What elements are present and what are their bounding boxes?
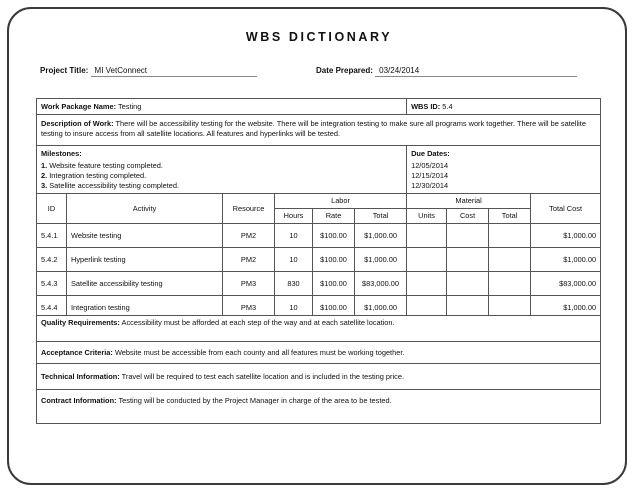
row-resource: PM2 bbox=[223, 224, 275, 248]
row-resource: PM2 bbox=[223, 248, 275, 272]
row-rate: $100.00 bbox=[313, 248, 355, 272]
row-material-total bbox=[489, 224, 531, 248]
table-row bbox=[37, 224, 601, 248]
description-cell bbox=[37, 115, 601, 146]
date-prepared-field bbox=[316, 66, 577, 77]
work-package-row bbox=[37, 99, 601, 115]
acceptance-cell bbox=[37, 342, 601, 364]
row-activity: Satellite accessibility testing bbox=[67, 272, 223, 296]
contract-cell bbox=[37, 390, 601, 424]
row-id: 5.4.2 bbox=[37, 248, 67, 272]
row-rate: $100.00 bbox=[313, 272, 355, 296]
col-material-total-header: Total bbox=[489, 209, 531, 224]
row-material-total bbox=[489, 272, 531, 296]
row-total-cost: $83,000.00 bbox=[531, 272, 601, 296]
quality-value: Accessibility must be afforded at each step of the way and at each satellite location. bbox=[121, 318, 395, 327]
milestone-item: 1. Website feature testing completed. bbox=[41, 161, 163, 170]
row-id: 5.4.4 bbox=[37, 296, 67, 316]
row-cost bbox=[447, 248, 489, 272]
col-units-header: Units bbox=[407, 209, 447, 224]
row-units bbox=[407, 248, 447, 272]
contract-value: Testing will be conducted by the Project Manager in charge of the area to be tested. bbox=[118, 396, 392, 405]
row-units bbox=[407, 296, 447, 316]
col-activity-header: Activity bbox=[67, 194, 223, 224]
col-labor-header: Labor bbox=[275, 194, 407, 209]
row-resource: PM3 bbox=[223, 296, 275, 316]
due-date-item: 12/05/2014 bbox=[411, 161, 449, 170]
row-id: 5.4.3 bbox=[37, 272, 67, 296]
quality-row bbox=[37, 316, 601, 342]
row-total-cost: $1,000.00 bbox=[531, 296, 601, 316]
due-dates-label: Due Dates: bbox=[411, 149, 450, 158]
work-package-cell bbox=[37, 99, 407, 115]
wbs-id-label: WBS ID: bbox=[411, 101, 441, 111]
row-cost bbox=[447, 272, 489, 296]
due-date-item: 12/15/2014 bbox=[411, 171, 449, 180]
acceptance-value: Website must be accessible from each county and all features must be working together. bbox=[114, 347, 405, 357]
row-labor-total: $1,000.00 bbox=[355, 296, 407, 316]
project-title-value: MI VetConnect bbox=[91, 66, 257, 77]
date-prepared-label: Date Prepared: bbox=[316, 66, 373, 75]
quality-cell bbox=[37, 316, 601, 342]
description-label: Description of Work: bbox=[41, 119, 114, 128]
col-material-header: Material bbox=[407, 194, 531, 209]
table-row bbox=[37, 272, 601, 296]
contract-label: Contract Information: bbox=[41, 396, 117, 405]
row-material-total bbox=[489, 248, 531, 272]
row-rate: $100.00 bbox=[313, 296, 355, 316]
row-cost bbox=[447, 224, 489, 248]
row-total-cost: $1,000.00 bbox=[531, 248, 601, 272]
wbs-id-value: 5.4 bbox=[442, 101, 453, 111]
col-resource-header: Resource bbox=[223, 194, 275, 224]
technical-label: Technical Information: bbox=[41, 371, 120, 381]
table-row bbox=[37, 248, 601, 272]
row-units bbox=[407, 272, 447, 296]
description-value: There will be accessibility testing for the website. There will be integration testing to make sure all programs work together. There will be satellite testing to insure access from all satellite locations. All features and hyperlinks will be tested. bbox=[41, 119, 586, 138]
row-units bbox=[407, 224, 447, 248]
row-resource: PM3 bbox=[223, 272, 275, 296]
row-activity: Integration testing bbox=[67, 296, 223, 316]
row-material-total bbox=[489, 296, 531, 316]
milestones-label: Milestones: bbox=[41, 149, 82, 158]
due-date-item: 12/30/2014 bbox=[411, 181, 449, 190]
row-total-cost: $1,000.00 bbox=[531, 224, 601, 248]
column-header-row bbox=[37, 194, 601, 209]
date-prepared-value: 03/24/2014 bbox=[375, 66, 577, 77]
work-package-value: Testing bbox=[117, 101, 142, 111]
col-labor-total-header: Total bbox=[355, 209, 407, 224]
row-activity: Hyperlink testing bbox=[67, 248, 223, 272]
page-title: WBS DICTIONARY bbox=[245, 30, 393, 44]
row-hours: 10 bbox=[275, 224, 313, 248]
table-row bbox=[37, 296, 601, 316]
technical-value: Travel will be required to test each satellite location and is included in the testing price. bbox=[121, 371, 404, 381]
row-labor-total: $1,000.00 bbox=[355, 224, 407, 248]
acceptance-label: Acceptance Criteria: bbox=[41, 347, 113, 357]
col-hours-header: Hours bbox=[275, 209, 313, 224]
row-id: 5.4.1 bbox=[37, 224, 67, 248]
milestone-item: 3. Satellite accessibility testing completed. bbox=[41, 181, 180, 190]
row-hours: 10 bbox=[275, 248, 313, 272]
row-hours: 10 bbox=[275, 296, 313, 316]
col-id-header: ID bbox=[37, 194, 67, 224]
due-dates-cell bbox=[407, 146, 601, 194]
project-title-field bbox=[40, 66, 257, 77]
col-rate-header: Rate bbox=[313, 209, 355, 224]
work-package-label: Work Package Name: bbox=[41, 101, 117, 111]
technical-row bbox=[37, 364, 601, 390]
row-labor-total: $83,000.00 bbox=[355, 272, 407, 296]
project-title-label: Project Title: bbox=[40, 66, 89, 75]
description-row bbox=[37, 115, 601, 146]
row-activity: Website testing bbox=[67, 224, 223, 248]
technical-cell bbox=[37, 364, 601, 390]
contract-row bbox=[37, 390, 601, 424]
wbs-table bbox=[36, 98, 601, 424]
row-cost bbox=[447, 296, 489, 316]
col-total-cost-header: Total Cost bbox=[531, 194, 601, 224]
quality-label: Quality Requirements: bbox=[41, 318, 120, 327]
row-rate: $100.00 bbox=[313, 224, 355, 248]
milestone-item: 2. Integration testing completed. bbox=[41, 171, 147, 180]
milestones-cell bbox=[37, 146, 407, 194]
milestones-row bbox=[37, 146, 601, 194]
col-cost-header: Cost bbox=[447, 209, 489, 224]
wbs-id-cell bbox=[407, 99, 601, 115]
acceptance-row bbox=[37, 342, 601, 364]
row-hours: 830 bbox=[275, 272, 313, 296]
row-labor-total: $1,000.00 bbox=[355, 248, 407, 272]
